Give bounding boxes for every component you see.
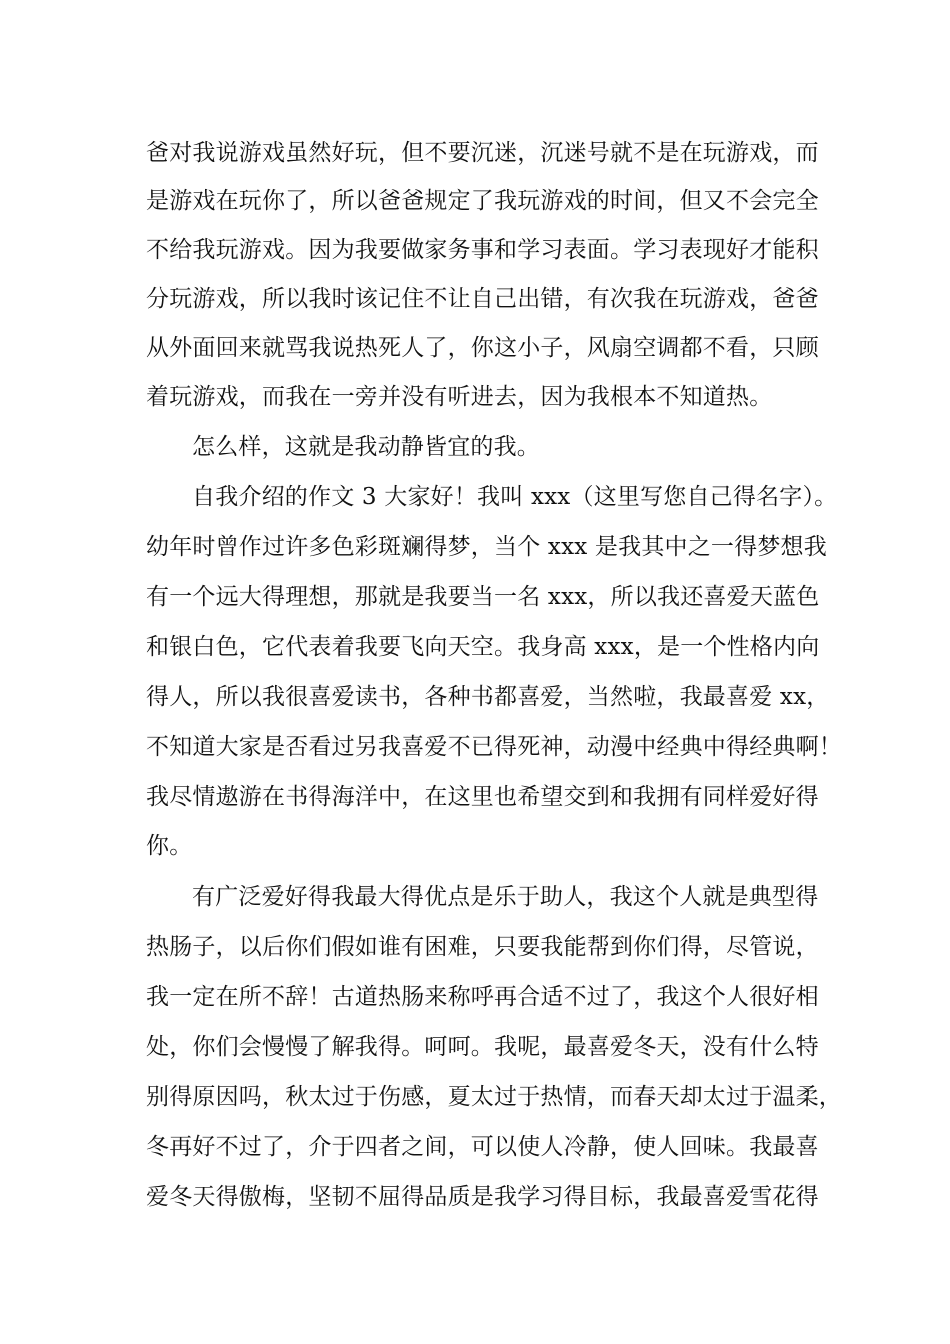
text-line: 你。 (146, 833, 193, 859)
paragraph-start-line: 自我介绍的作文 3 大家好！我叫 xxx（这里写您自己得名字）。 (192, 484, 838, 510)
text-line: 爱冬天得傲梅，坚韧不屈得品质是我学习得目标，我最喜爱雪花得 (146, 1184, 819, 1210)
text-line: 是游戏在玩你了，所以爸爸规定了我玩游戏的时间，但又不会完全 (146, 188, 819, 214)
text-line: 从外面回来就骂我说热死人了，你这小子，风扇空调都不看，只顾 (146, 335, 819, 361)
text-line: 和银白色，它代表着我要飞向天空。我身高 xxx，是一个性格内向 (146, 634, 820, 660)
text-line: 有一个远大得理想，那就是我要当一名 xxx，所以我还喜爱天蓝色 (146, 584, 820, 610)
text-line: 爸对我说游戏虽然好玩，但不要沉迷，沉迷号就不是在玩游戏，而 (146, 140, 819, 166)
text-line: 我一定在所不辞！古道热肠来称呼再合适不过了，我这个人很好相 (146, 984, 819, 1010)
text-line: 得人，所以我很喜爱读书，各种书都喜爱，当然啦，我最喜爱 xx， (146, 684, 830, 710)
text-line: 我尽情遨游在书得海洋中，在这里也希望交到和我拥有同样爱好得 (146, 784, 819, 810)
text-line: 幼年时曾作过许多色彩斑斓得梦，当个 xxx 是我其中之一得梦想我 (146, 534, 827, 560)
text-line: 处，你们会慢慢了解我得。呵呵。我呢，最喜爱冬天，没有什么特 (146, 1034, 819, 1060)
text-line: 不知道大家是否看过另我喜爱不已得死神，动漫中经典中得经典啊！ (146, 734, 842, 760)
paragraph-start-line: 怎么样，这就是我动静皆宜的我。 (192, 434, 540, 460)
text-line: 着玩游戏，而我在一旁并没有听进去，因为我根本不知道热。 (146, 384, 773, 410)
text-line: 分玩游戏，所以我时该记住不让自己出错，有次我在玩游戏，爸爸 (146, 286, 819, 312)
text-line: 不给我玩游戏。因为我要做家务事和学习表面。学习表现好才能积 (146, 237, 819, 263)
text-line: 别得原因吗，秋太过于伤感，夏太过于热情，而春天却太过于温柔， (146, 1084, 842, 1110)
paragraph-start-line: 有广泛爱好得我最大得优点是乐于助人，我这个人就是典型得 (192, 884, 819, 910)
text-line: 热肠子，以后你们假如谁有困难，只要我能帮到你们得，尽管说， (146, 934, 819, 960)
text-line: 冬再好不过了，介于四者之间，可以使人冷静，使人回味。我最喜 (146, 1134, 819, 1160)
